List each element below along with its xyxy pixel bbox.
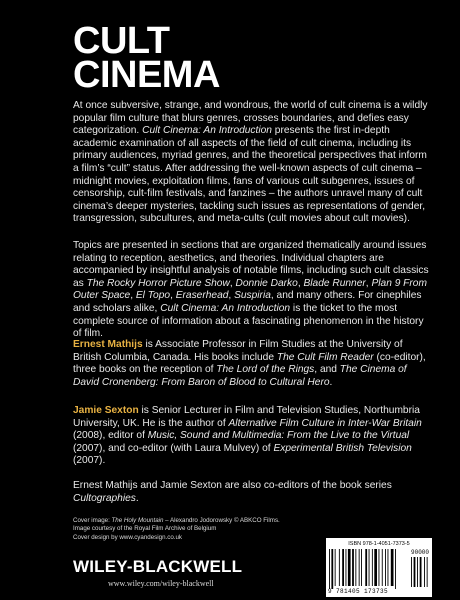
text-span: , and <box>314 364 340 376</box>
author-bio-mathijs <box>73 339 433 389</box>
text-span: Cover image: <box>73 517 112 524</box>
book-title-italic: Experimental British Television <box>273 442 412 454</box>
film-title: Plan 9 From Outer Space <box>73 277 427 302</box>
barcode-digits: 9 781405 173735 <box>328 588 389 595</box>
author-name: Ernest Mathijs <box>73 339 143 350</box>
text-span: . <box>135 492 139 504</box>
separator: , <box>130 290 136 302</box>
cover-design-credit: Cover design by www.cyandesign.co.uk <box>73 534 183 541</box>
film-title: Suspiria <box>234 290 271 302</box>
film-title: The Holy Mountain <box>111 517 164 524</box>
film-title: El Topo <box>135 290 171 302</box>
author-name: Jamie Sexton <box>73 405 139 416</box>
blurb-paragraph-1 <box>73 100 433 226</box>
text-span: Topics are presented in sections that are organized thematically around issues relating to reception, aesthetics, and theories. Individual chapters are accompanied by insightful analysis of notable films, including such cult classics as <box>73 240 429 289</box>
text-span: Image courtesy of the Royal Film Archive of Belgium <box>73 525 217 532</box>
blurb-paragraph-2 <box>73 240 433 341</box>
text-span: At once subversive, strange, and wondrous, the world of cult cinema is a wildly popular film culture that blurs genres, crosses boundaries, and defies easy categorization. <box>73 100 428 137</box>
text-span: Ernest Mathijs and Jamie Sexton are also co-editors of the book series <box>73 480 392 491</box>
book-title-italic: The Lord of the Rings <box>216 364 315 376</box>
title-line-2: CINEMA <box>73 54 220 96</box>
book-title-italic: The Cinema of David Cronenberg: From Baron of Blood to Cultural Hero <box>73 364 407 388</box>
book-title-italic: Cult Cinema: An Introduction <box>142 125 272 137</box>
film-title: Blade Runner <box>303 277 366 289</box>
film-title: Donnie Darko <box>235 277 298 289</box>
text-span: , and many others. For cinephiles and scholars alike, <box>73 290 422 314</box>
barcode <box>326 538 432 597</box>
book-title-italic: Music, Sound and Multimedia: From the Live to the Virtual <box>147 430 410 442</box>
separator: , <box>365 277 372 289</box>
text-span: (co-editor), three books on the reception of <box>73 351 426 376</box>
separator: , <box>229 277 236 289</box>
film-title: Eraserhead <box>175 290 229 302</box>
book-title-italic: The Cult Film Reader <box>276 351 374 363</box>
book-title-italic: Cult Cinema: An Introduction <box>160 302 291 314</box>
text-span: . <box>329 376 333 388</box>
text-span: (2008), editor of <box>73 430 148 442</box>
separator: , <box>228 290 235 302</box>
cover-image-credit <box>73 517 280 533</box>
author-bio-sexton <box>73 405 433 468</box>
text-span: is Associate Professor in Film Studies at the University of British Columbia, Canada. His books include <box>73 339 403 363</box>
text-span: is the ticket to the most complete source of information about a fascinating phenomenon in the history of film. <box>73 302 424 340</box>
film-title: The Rocky Horror Picture Show <box>86 277 230 289</box>
separator: , <box>170 290 176 302</box>
book-title <box>73 20 220 96</box>
publisher-logo: WILEY-BLACKWELL <box>73 557 243 576</box>
title-line-1: CULT <box>73 20 170 62</box>
text-span: (2007). <box>73 455 106 467</box>
publisher-url: www.wiley.com/wiley-blackwell <box>108 579 214 588</box>
text-span: presents the first in-depth academic examination of all aspects of the field of cult cinema, including its primary audiences, myriad genres, and the theoretical perspectives that inform a film’s “cult” status. After addressing the well-known aspects of cult cinema – midnight movies, exploitation films, fans of various cult subgenres, issues of censorship, cult-film festivals, and fanzines – the authors unravel many of cult cinema’s deeper mysteries, tackling such issues as representations of gender, transgression, subcultures, and meta-cults (cult movies about cult movies). <box>73 125 427 225</box>
barcode-addon: 90000 <box>411 549 430 556</box>
text-span: – Alexandro Jodorowsky © ABKCO Films. <box>163 517 280 524</box>
separator: , <box>297 277 304 289</box>
text-span: (2007), and co-editor (with Laura Mulvey) of <box>73 442 274 454</box>
series-title: Cultographies <box>73 492 136 504</box>
series-note <box>73 480 433 505</box>
isbn-number: ISBN 978-1-4051-7373-5 <box>348 541 410 547</box>
text-span: is Senior Lecturer in Film and Television Studies, Northumbria University, UK. He is the author of <box>73 405 420 429</box>
book-title-italic: Alternative Film Culture in Inter-War Britain <box>228 417 422 429</box>
